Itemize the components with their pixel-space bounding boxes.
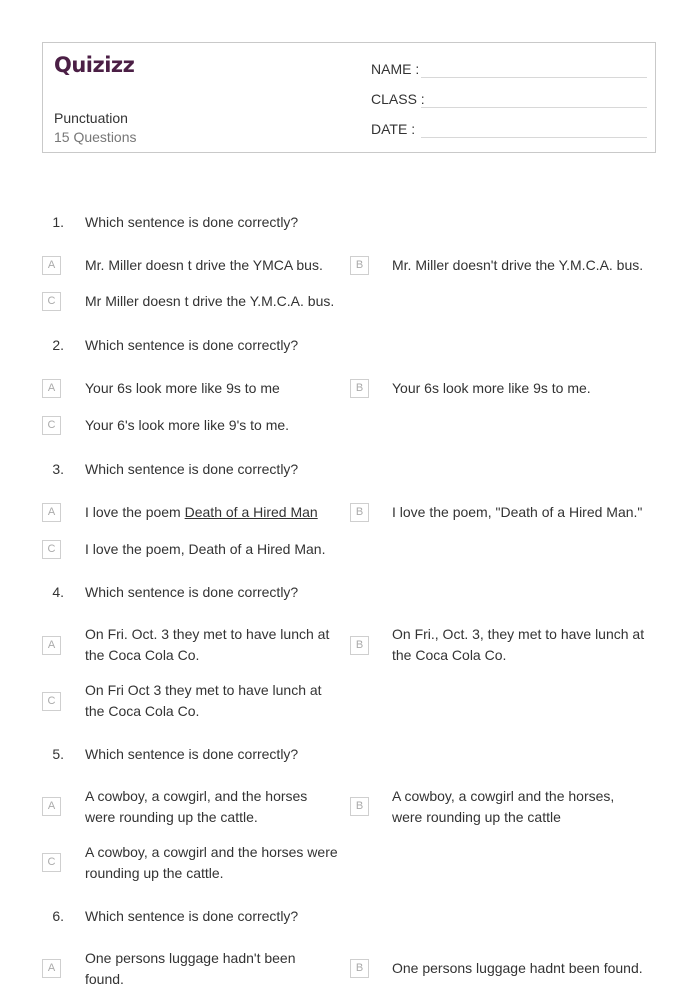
option-text-a: On Fri. Oct. 3 they met to have lunch at the Coca Cola Co. [85, 626, 330, 663]
question-number: 6. [52, 908, 64, 924]
option-text-b: Mr. Miller doesn't drive the Y.M.C.A. bus. [392, 257, 644, 273]
option-box-c[interactable]: C [42, 853, 61, 872]
option-box-c[interactable]: C [42, 416, 61, 435]
class-line [421, 107, 647, 108]
option-box-b[interactable]: B [350, 503, 369, 522]
question-number: 3. [52, 461, 64, 477]
option-text-b: I love the poem, "Death of a Hired Man." [392, 504, 643, 520]
worksheet-header [42, 42, 656, 153]
option-text-b: One persons luggage hadnt been found. [392, 960, 643, 976]
quizizz-logo: Quizizz [54, 53, 135, 77]
class-field [371, 91, 647, 111]
date-label: DATE : [371, 121, 416, 137]
option-box-a[interactable]: A [42, 503, 61, 522]
question-number: 5. [52, 746, 64, 762]
option-text-a [85, 502, 353, 523]
option-text-a: A cowboy, a cowgirl, and the horses were rounding up the cattle. [85, 788, 308, 825]
question-count: 15 Questions [54, 129, 137, 145]
option-box-c[interactable]: C [42, 692, 61, 711]
question-number: 1. [52, 214, 64, 230]
option-box-a[interactable]: A [42, 797, 61, 816]
option-text-c: Mr Miller doesn t drive the Y.M.C.A. bus. [85, 293, 335, 309]
option-text-a-prefix: I love the poem [85, 504, 185, 520]
option-box-c[interactable]: C [42, 292, 61, 311]
option-box-a[interactable]: A [42, 636, 61, 655]
poem-title-underlined: Death of a Hired Man [184, 504, 318, 520]
question-text: Which sentence is done correctly? [85, 908, 299, 924]
option-text-a: Mr. Miller doesn t drive the YMCA bus. [85, 257, 323, 273]
option-text-b: A cowboy, a cowgirl and the horses, were rounding up the cattle [392, 788, 615, 825]
class-label: CLASS : [371, 91, 425, 107]
option-text-c: A cowboy, a cowgirl and the horses were rounding up the cattle. [85, 844, 338, 881]
name-field [371, 61, 647, 81]
option-box-b[interactable]: B [350, 636, 369, 655]
option-box-b[interactable]: B [350, 797, 369, 816]
question-text: Which sentence is done correctly? [85, 461, 299, 477]
name-line [421, 77, 647, 78]
question-number: 4. [52, 584, 64, 600]
date-line [421, 137, 647, 138]
worksheet-title: Punctuation [54, 110, 128, 126]
question-text: Which sentence is done correctly? [85, 214, 299, 230]
question-text: Which sentence is done correctly? [85, 746, 299, 762]
option-box-b[interactable]: B [350, 256, 369, 275]
option-text-c: Your 6's look more like 9's to me. [85, 417, 290, 433]
option-box-a[interactable]: A [42, 256, 61, 275]
option-box-b[interactable]: B [350, 959, 369, 978]
option-text-a: One persons luggage hadn't been found. [85, 950, 296, 987]
option-box-c[interactable]: C [42, 540, 61, 559]
option-text-b: Your 6s look more like 9s to me. [392, 380, 591, 396]
question-text: Which sentence is done correctly? [85, 584, 299, 600]
option-text-c: I love the poem, Death of a Hired Man. [85, 541, 326, 557]
option-box-a[interactable]: A [42, 959, 61, 978]
option-box-b[interactable]: B [350, 379, 369, 398]
option-box-a[interactable]: A [42, 379, 61, 398]
date-field [371, 121, 647, 141]
option-text-a: Your 6s look more like 9s to me [85, 380, 280, 396]
question-number: 2. [52, 337, 64, 353]
option-text-c: On Fri Oct 3 they met to have lunch at the Coca Cola Co. [85, 682, 322, 719]
name-label: NAME : [371, 61, 420, 77]
question-text: Which sentence is done correctly? [85, 337, 299, 353]
option-text-b: On Fri., Oct. 3, they met to have lunch at the Coca Cola Co. [392, 626, 645, 663]
